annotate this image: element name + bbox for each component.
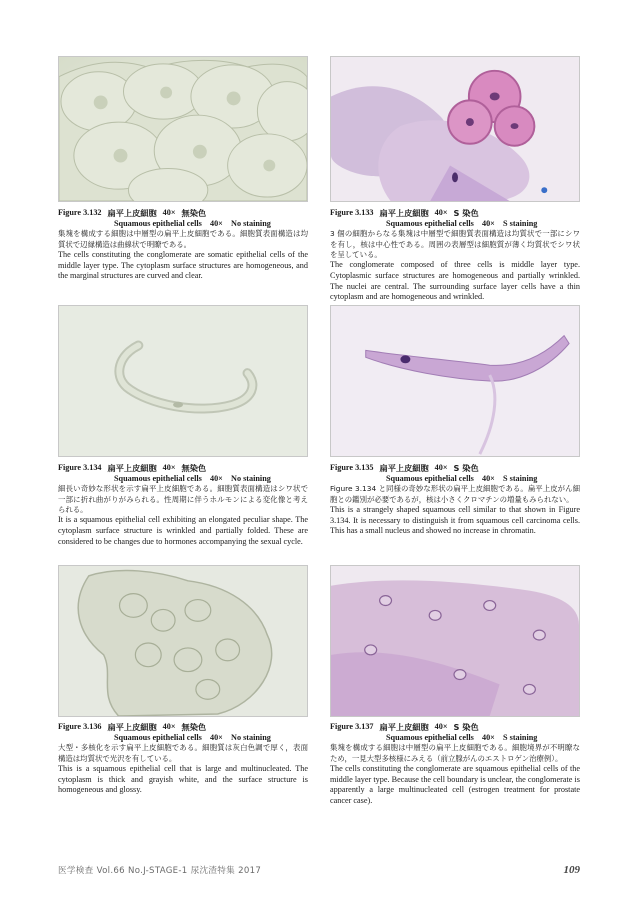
micrograph-fig-3-132 bbox=[58, 56, 308, 202]
micrograph-fig-3-135 bbox=[330, 305, 580, 457]
caption-desc-jp: Figure 3.134 と同様の奇妙な形状の扁平上皮細胞である。扁平上皮がん細胞との鑑別が必要であるが，核は小さくクロマチンの増量もみられない。 bbox=[330, 484, 580, 504]
caption-desc-jp: 大型・多核化を示す扁平上皮細胞である。細胞質は灰白色調で厚く，表面構造は均質状で光沢を有している。 bbox=[58, 743, 308, 763]
caption-desc-en: This is a strangely shaped squamous cell similar to that shown in Figure 3.134. It is necessary to distinguish it from squamous cell carcinoma cells. This has a small nucleus and showed no increase in chromatin. bbox=[330, 505, 580, 536]
caption-title: Figure 3.132 扁平上皮細胞 40× 無染色 bbox=[58, 208, 207, 218]
caption-subtitle: Squamous epithelial cells 40× No staining bbox=[114, 473, 271, 483]
caption-fig-3-135 bbox=[330, 463, 580, 537]
caption-desc-jp: 細長い奇妙な形状を示す扁平上皮細胞である。細胞質表面構造はシワ状で一部に折れ曲がりがみられる。性周期に伴うホルモンによる変化像と考えられる。 bbox=[58, 484, 308, 514]
caption-subtitle: Squamous epithelial cells 40× No staining bbox=[114, 218, 271, 228]
caption-subtitle: Squamous epithelial cells 40× S staining bbox=[386, 732, 538, 742]
caption-fig-3-133 bbox=[330, 208, 580, 303]
caption-desc-jp: 集塊を構成する細胞は中層型の扁平上皮細胞である。細胞境界が不明瞭なため，一見大型多核様にみえる（前立腺がんのエストロゲン治療例）。 bbox=[330, 743, 580, 763]
micrograph-fig-3-133 bbox=[330, 56, 580, 202]
page-number: 109 bbox=[563, 864, 580, 876]
caption-subtitle: Squamous epithelial cells 40× No staining bbox=[114, 732, 271, 742]
micrograph-fig-3-134 bbox=[58, 305, 308, 457]
caption-desc-en: The cells constituting the conglomerate are squamous epithelial cells of the middle layer type. Because the cell boundary is unclear, the conglomerate is apparently a large multinucleated cell (estrogen treatment for prostate cancer case). bbox=[330, 764, 580, 805]
caption-subtitle: Squamous epithelial cells 40× S staining bbox=[386, 473, 538, 483]
caption-fig-3-137 bbox=[330, 722, 580, 806]
caption-desc-en: The conglomerate composed of three cells is middle layer type. Cytoplasmic surface structures are homogeneous and partially wrinkled. The nuclei are central. The surrounding surface layer cells have a thin cytoplasm and are homogeneous and wrinkled. bbox=[330, 260, 580, 302]
caption-title: Figure 3.137 扁平上皮細胞 40× S 染色 bbox=[330, 722, 479, 732]
caption-fig-3-134 bbox=[58, 463, 308, 547]
caption-title: Figure 3.134 扁平上皮細胞 40× 無染色 bbox=[58, 463, 207, 473]
caption-title: Figure 3.133 扁平上皮細胞 40× S 染色 bbox=[330, 208, 479, 218]
caption-subtitle: Squamous epithelial cells 40× S staining bbox=[386, 218, 538, 228]
caption-desc-jp: 3 個の細胞からなる集塊は中層型で細胞質表面構造は均質状で一部にシワを有し，核は中心性である。周囲の表層型は細胞質が薄く均質状でシワ状を呈している。 bbox=[330, 229, 580, 259]
caption-title: Figure 3.135 扁平上皮細胞 40× S 染色 bbox=[330, 463, 479, 473]
journal-name: 医学検査 Vol.66 No.J-STAGE-1 尿沈渣特集 2017 bbox=[58, 866, 262, 876]
caption-desc-en: This is a squamous epithelial cell that is large and multinucleated. The cytoplasm is thick and grayish white, and the surface structure is homogeneous and glossy. bbox=[58, 764, 308, 795]
caption-desc-jp: 集塊を構成する細胞は中層型の扁平上皮細胞である。細胞質表面構造は均質状で辺縁構造は曲線状で明瞭である。 bbox=[58, 229, 308, 249]
page-footer bbox=[58, 864, 580, 876]
micrograph-fig-3-137 bbox=[330, 565, 580, 717]
micrograph-fig-3-136 bbox=[58, 565, 308, 717]
caption-fig-3-136 bbox=[58, 722, 308, 796]
caption-desc-en: The cells constituting the conglomerate are somatic epithelial cells of the middle layer type. The cytoplasm surface structures are homogeneous, and the marginal structures are curved and clear. bbox=[58, 250, 308, 281]
caption-fig-3-132 bbox=[58, 208, 308, 282]
caption-title: Figure 3.136 扁平上皮細胞 40× 無染色 bbox=[58, 722, 207, 732]
caption-desc-en: It is a squamous epithelial cell exhibiting an elongated peculiar shape. The cytoplasm surface structure is wrinkled and partially folded. These are considered to be changes due to hormones accompanying the sexual cycle. bbox=[58, 515, 308, 546]
